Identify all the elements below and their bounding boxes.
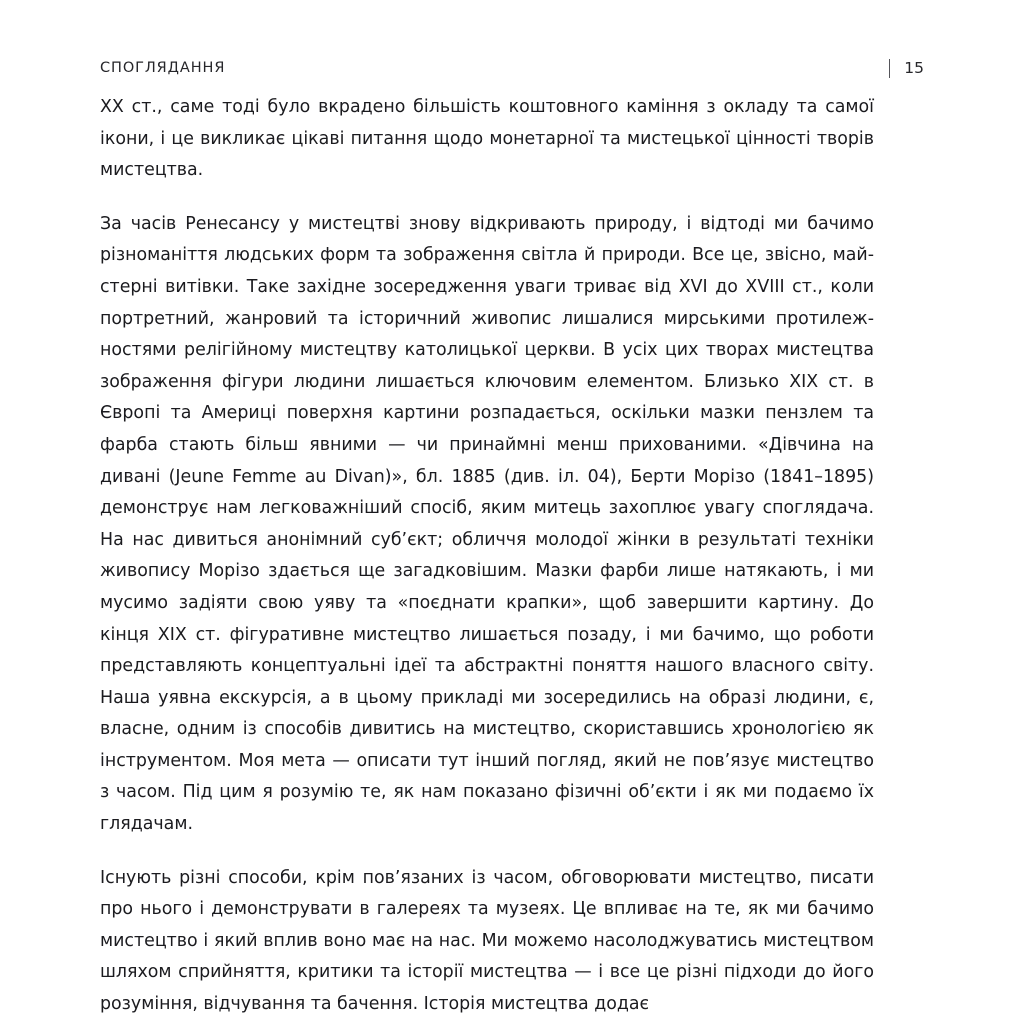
paragraph-3: Існують різні способи, крім пов’язаних із часом, обговорювати мистецтво, писати про нього і демонструвати в галереях та музеях. Це впливає на те, як ми бачимо мистецтво і який вплив воно має на нас. Ми можемо насолоджуватись мистецтвом шляхом сприйняття, критики та історії мистецтва — і все це різні підходи до його розуміння, відчування та бачення. Історія мистецтва додає: [100, 867, 874, 1015]
page-number: 15: [904, 59, 924, 77]
running-header: [100, 56, 924, 80]
paragraph-1: XX ст., саме тоді було вкрадено більшість коштовного каміння з окладу та самої ікони, і це викликає цікаві питання щодо монетарної та мистецької цінності творів мистецтва.: [100, 97, 874, 181]
header-page-group: [889, 59, 924, 78]
paragraph-2: За часів Ренесансу у мистецтві знову відкривають природу, і відтоді ми бачимо різноманіття людських форм та зображення світла й природи. Все це, звісно, майстерні витівки. Таке західне зосередження уваги триває від XVI до XVIII ст., коли портретний, жанровий та історичний живопис лишалися мирськими протилежностями релігійному мистецтву католицької церкви. В усіх цих творах мистецтва зображення фігури людини лишається ключовим елементом. Близько XIX ст. в Європі та Америці поверхня картини розпадається, оскільки мазки пензлем та фарба стають більш явними — чи принаймні менш прихованими. «Дівчина на дивані (Jeune Femme au Divan)», бл. 1885 (див. іл. 04), Берти Морізо (1841–1895) демонструє нам легковажніший спосіб, яким митець захоплює увагу споглядача. На нас дивиться анонімний суб’єкт; обличчя молодої жінки в результаті техніки живопису Морізо здається ще загадковішим. Мазки фарби лише натякають, і ми мусимо задіяти свою уяву та «поєднати крапки», щоб завершити картину. До кінця XIX ст. фігуративне мистецтво лишається позаду, і ми бачимо, що роботи представляють концептуальні ідеї та абстрактні поняття нашого власного світу. Наша уявна екскурсія, а в цьому прикладі ми зосередились на образі людини, є, власне, одним із способів дивитись на мистецтво, скориставшись хронологією як інструментом. Моя мета — описати тут інший погляд, який не пов’язує мистецтво з часом. Під цим я розумію те, як нам показано фізичні об’єкти і як ми подаємо їх глядачам.: [100, 213, 874, 835]
running-head-title: СПОГЛЯДАННЯ: [100, 60, 226, 76]
header-divider-rule: [889, 59, 890, 78]
body-text: [100, 92, 874, 1021]
